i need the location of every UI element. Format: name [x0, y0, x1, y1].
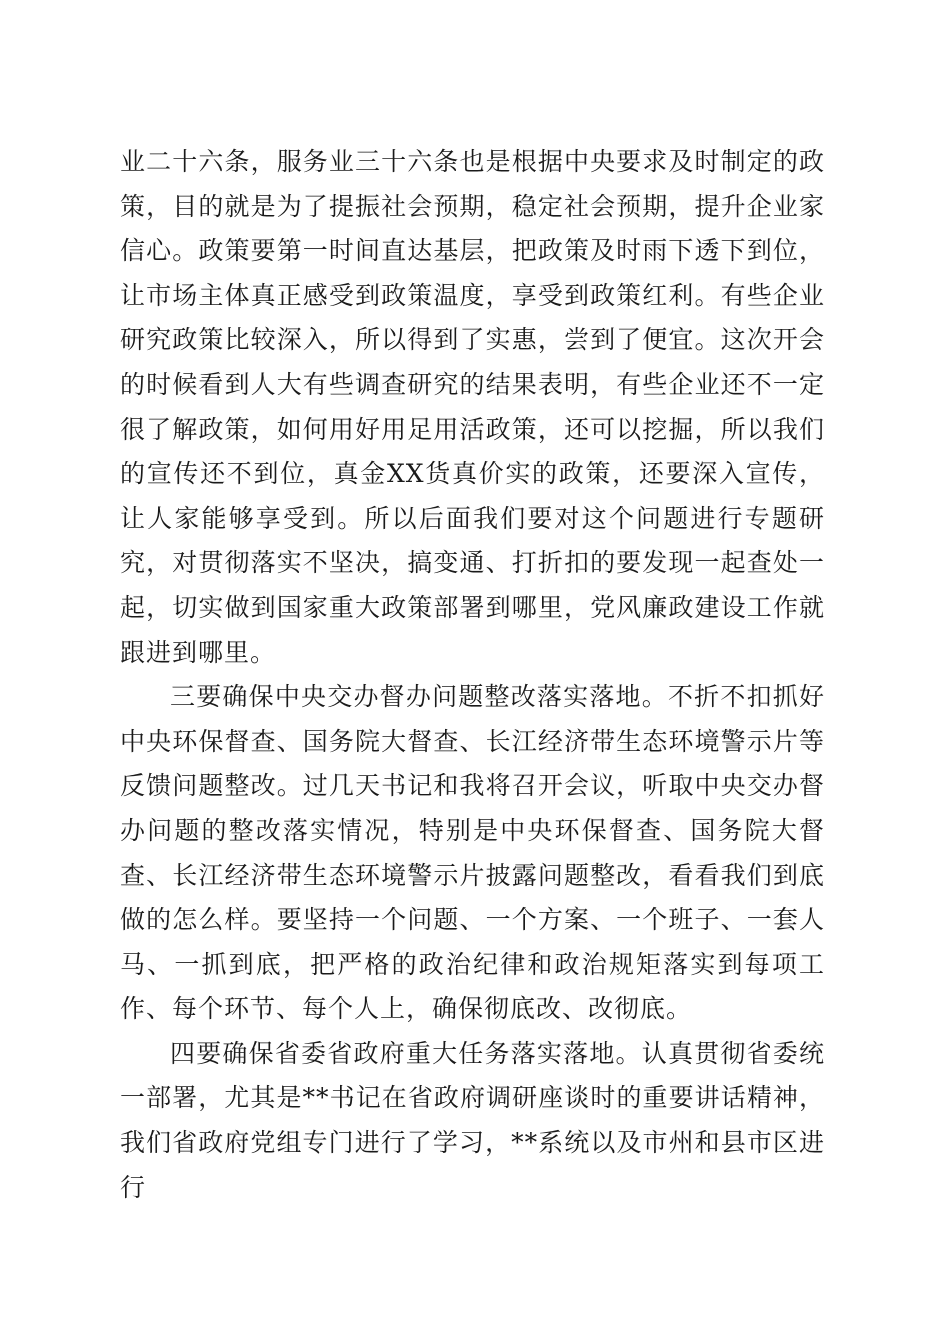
paragraph-central-rectification: 三要确保中央交办督办问题整改落实落地。不折不扣抓好中央环保督查、国务院大督查、长江经济带生态环境警示片等反馈问题整改。过几天书记和我将召开会议，听取中央交办督办问题的整改落实情况，特别是中央环保督查、国务院大督查、长江经济带生态环境警示片披露问题整改，看看我们到底做的怎么样。要坚持一个问题、一个方案、一个班子、一套人马、一抓到底，把严格的政治纪律和政治规矩落实到每项工作、每个环节、每个人上，确保彻底改、改彻底。: [120, 682, 825, 1024]
document-body: [120, 140, 825, 1210]
paragraph-policy-publicity: 业二十六条，服务业三十六条也是根据中央要求及时制定的政策，目的就是为了提振社会预期，稳定社会预期，提升企业家信心。政策要第一时间直达基层，把政策及时雨下透下到位，让市场主体真正感受到政策温度，享受到政策红利。有些企业研究政策比较深入，所以得到了实惠，尝到了便宜。这次开会的时候看到人大有些调查研究的结果表明，有些企业还不一定很了解政策，如何用好用足用活政策，还可以挖掘，所以我们的宣传还不到位，真金XX货真价实的政策，还要深入宣传，让人家能够享受到。所以后面我们要对这个问题进行专题研究，对贯彻落实不坚决，搞变通、打折扣的要发现一起查处一起，切实做到国家重大政策部署到哪里，党风廉政建设工作就跟进到哪里。: [120, 147, 825, 667]
paragraph-provincial-tasks: 四要确保省委省政府重大任务落实落地。认真贯彻省委统一部署，尤其是**书记在省政府调研座谈时的重要讲话精神，我们省政府党组专门进行了学习，**系统以及市州和县市区进行: [120, 1038, 825, 1202]
